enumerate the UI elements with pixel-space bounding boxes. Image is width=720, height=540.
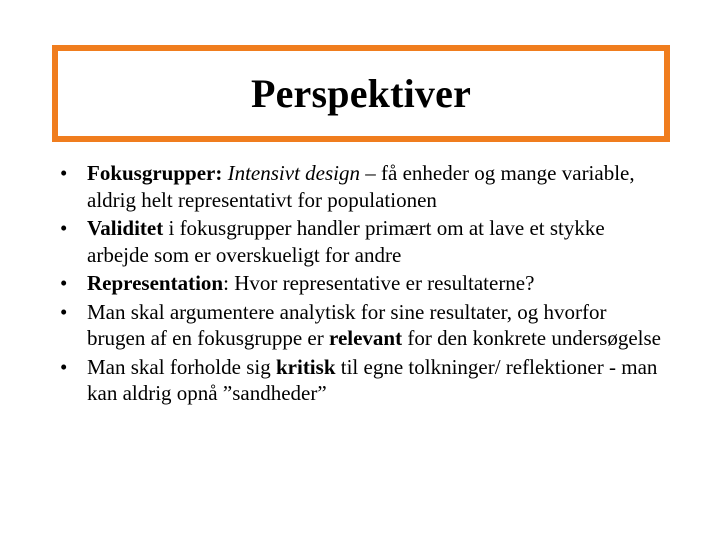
bullet-item-fokusgrupper [60,160,670,213]
bullet-item-kritisk [60,354,670,407]
bullet-term: Validitet [87,216,164,240]
bullet-text: Man skal forholde sig [87,354,276,379]
bullet-term: Representation [87,271,224,295]
bullet-item-validitet [60,215,670,268]
bullet-item-argumentere [60,299,670,352]
title-box [52,45,670,142]
bullet-text: : Hvor representative er resultaterne? [223,271,535,295]
bullet-dot-icon: • [60,354,68,379]
bullet-term: Fokusgrupper: [87,161,228,185]
bullet-list [60,160,670,409]
bullet-emphasis: Intensivt design [227,161,360,185]
bullet-dot-icon: • [60,161,68,185]
bullet-text: for den konkrete undersøgelse [402,326,662,350]
bullet-item-representation [60,270,670,297]
bullet-term: relevant [329,326,403,350]
bullet-term: kritisk [275,354,336,379]
bullet-text: – få enheder og mange variable, aldrig helt representativt for populationen [87,161,635,212]
bullet-text: Man skal argumentere analytisk for sine resultater, og hvorfor brugen af en fokusgruppe er [87,299,607,350]
bullet-dot-icon: • [60,299,68,324]
slide-title: Perspektiver [250,71,472,116]
bullet-dot-icon: • [60,216,68,240]
bullet-text: i fokusgrupper handler primært om at lave et stykke arbejde som er overskueligt for andre [87,216,605,267]
bullet-text: til egne tolkninger/ reflektioner - man kan aldrig opnå ”sandheder” [87,354,658,405]
bullet-dot-icon: • [60,271,68,295]
